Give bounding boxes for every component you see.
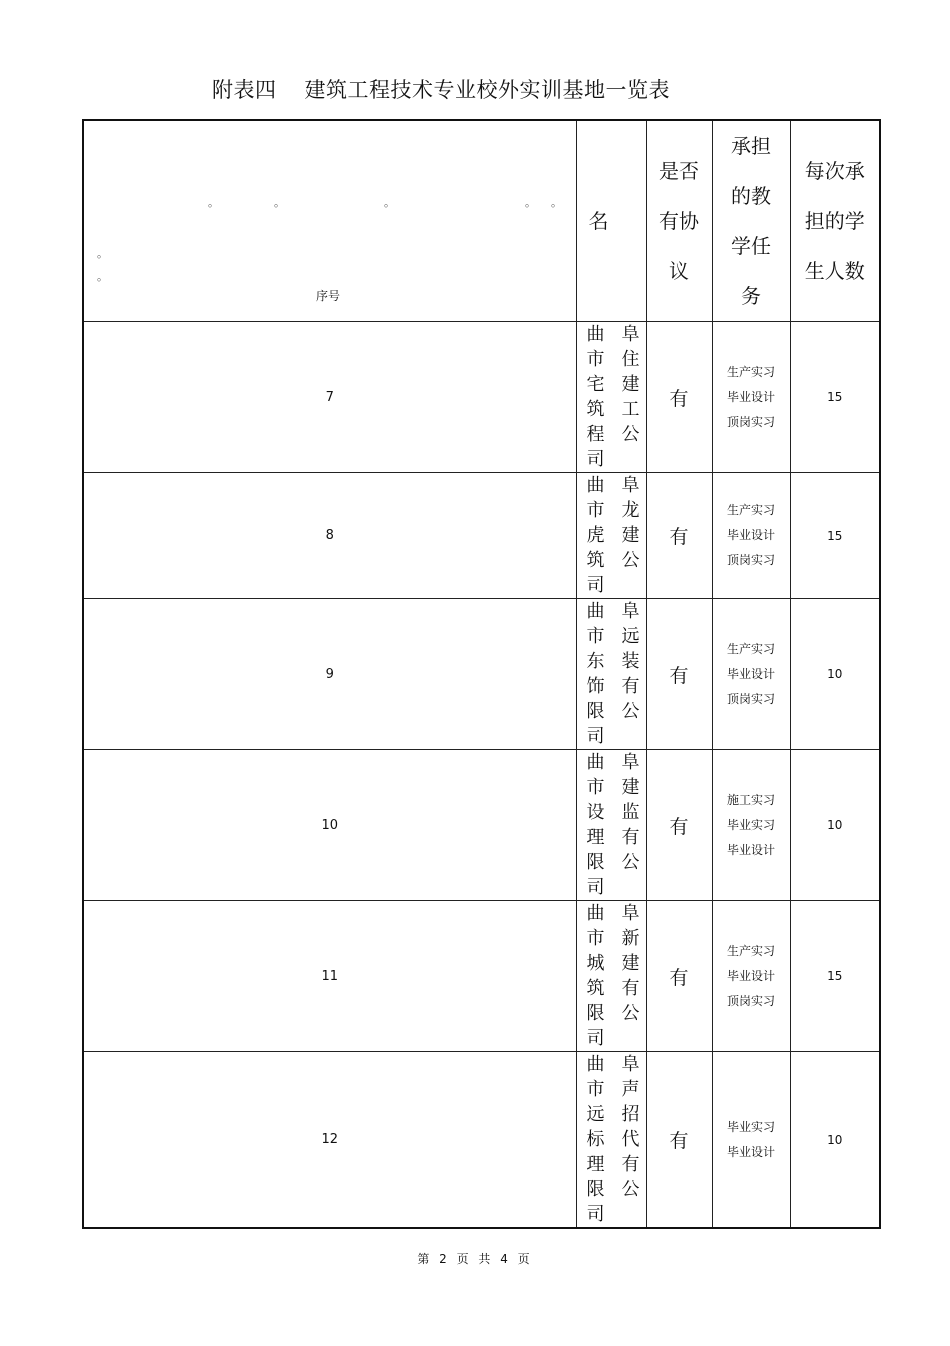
title-main: 建筑工程技术专业校外实训基地一览表 bbox=[304, 78, 670, 102]
name-char: 曲 bbox=[586, 475, 605, 496]
company-name bbox=[587, 473, 640, 598]
task-item: 顶岗实习 bbox=[726, 414, 775, 429]
header-name: 名 bbox=[576, 120, 646, 322]
header-mark: 。 bbox=[97, 247, 108, 260]
training-base-table bbox=[82, 119, 881, 1229]
name-char: 限 bbox=[586, 1003, 605, 1024]
task-item: 毕业设计 bbox=[726, 389, 775, 404]
task-item: 毕业设计 bbox=[726, 1144, 775, 1159]
name-char: 市 bbox=[586, 626, 605, 647]
name-char: 公 bbox=[621, 550, 640, 571]
name-char: 市 bbox=[586, 928, 605, 949]
name-char: 公 bbox=[621, 424, 640, 445]
name-char: 阜 bbox=[621, 1054, 640, 1075]
title-prefix: 附表四 bbox=[212, 78, 277, 102]
student-count-cell: 15 bbox=[790, 473, 880, 599]
name-char: 有 bbox=[621, 1154, 640, 1175]
student-count-cell: 10 bbox=[790, 599, 880, 750]
name-char: 市 bbox=[586, 500, 605, 521]
name-char: 虎 bbox=[586, 525, 605, 546]
name-char: 筑 bbox=[586, 399, 605, 420]
header-seq bbox=[83, 120, 576, 322]
name-char: 筑 bbox=[586, 978, 605, 999]
name-char: 建 bbox=[621, 953, 640, 974]
header-tasks: 承担 的教 学任 务 bbox=[712, 120, 790, 322]
tasks-cell bbox=[712, 750, 790, 901]
table-row bbox=[83, 322, 880, 473]
student-count-cell: 10 bbox=[790, 750, 880, 901]
name-char: 公 bbox=[621, 1003, 640, 1024]
name-char: 阜 bbox=[621, 475, 640, 496]
agreement-cell: 有 bbox=[646, 1052, 712, 1229]
task-item: 顶岗实习 bbox=[726, 553, 775, 567]
name-char: 曲 bbox=[586, 324, 605, 345]
name-cell bbox=[576, 322, 646, 473]
name-char: 设 bbox=[586, 802, 605, 823]
name-char: 公 bbox=[621, 1179, 640, 1200]
name-char: 曲 bbox=[586, 601, 605, 622]
name-char: 司 bbox=[586, 877, 605, 898]
name-char: 声 bbox=[621, 1079, 640, 1100]
name-char: 司 bbox=[586, 1204, 605, 1225]
name-char: 招 bbox=[621, 1104, 640, 1125]
task-item: 顶岗实习 bbox=[726, 993, 775, 1008]
name-char: 曲 bbox=[586, 752, 605, 773]
company-name bbox=[587, 322, 640, 472]
name-char: 市 bbox=[586, 1079, 605, 1100]
agreement-cell: 有 bbox=[646, 473, 712, 599]
task-item: 毕业设计 bbox=[726, 842, 775, 857]
name-char: 理 bbox=[586, 1154, 605, 1175]
task-item: 毕业实习 bbox=[726, 817, 775, 832]
seq-cell: 8 bbox=[83, 473, 576, 599]
name-char: 东 bbox=[586, 651, 605, 672]
name-cell bbox=[576, 473, 646, 599]
tasks-cell bbox=[712, 473, 790, 599]
name-char: 公 bbox=[621, 701, 640, 722]
agreement-cell: 有 bbox=[646, 901, 712, 1052]
task-item: 毕业实习 bbox=[726, 1119, 775, 1134]
header-agreement: 是否 有协 议 bbox=[646, 120, 712, 322]
table-row bbox=[83, 473, 880, 599]
name-char: 阜 bbox=[621, 903, 640, 924]
agreement-cell: 有 bbox=[646, 750, 712, 901]
tasks-cell bbox=[712, 599, 790, 750]
task-item: 生产实习 bbox=[726, 943, 775, 958]
name-cell bbox=[576, 599, 646, 750]
name-char: 市 bbox=[586, 349, 605, 370]
task-item: 生产实习 bbox=[726, 641, 775, 656]
seq-cell: 7 bbox=[83, 322, 576, 473]
task-item: 生产实习 bbox=[726, 503, 775, 517]
name-char: 龙 bbox=[621, 500, 640, 521]
name-char: 建 bbox=[621, 525, 640, 546]
name-char: 饰 bbox=[586, 676, 605, 697]
name-char: 代 bbox=[621, 1129, 640, 1150]
name-char: 新 bbox=[621, 928, 640, 949]
seq-cell: 10 bbox=[83, 750, 576, 901]
header-mark: 。 bbox=[97, 270, 108, 283]
name-char: 监 bbox=[621, 802, 640, 823]
student-count-cell: 15 bbox=[790, 322, 880, 473]
task-item: 毕业设计 bbox=[726, 528, 775, 542]
header-row bbox=[83, 120, 880, 322]
company-name bbox=[587, 901, 640, 1051]
name-char: 建 bbox=[621, 374, 640, 395]
agreement-cell: 有 bbox=[646, 599, 712, 750]
company-name bbox=[587, 750, 640, 900]
name-char: 司 bbox=[586, 575, 605, 596]
name-char: 工 bbox=[621, 399, 640, 420]
name-char: 阜 bbox=[621, 752, 640, 773]
name-char: 装 bbox=[621, 651, 640, 672]
header-students: 每次承 担的学 生人数 bbox=[790, 120, 880, 322]
name-char: 理 bbox=[586, 827, 605, 848]
header-seq-label: 序号 bbox=[316, 289, 341, 303]
name-char: 建 bbox=[621, 777, 640, 798]
name-char: 远 bbox=[621, 626, 640, 647]
seq-cell: 9 bbox=[83, 599, 576, 750]
name-char: 曲 bbox=[586, 903, 605, 924]
name-char: 城 bbox=[586, 953, 605, 974]
task-item: 生产实习 bbox=[726, 364, 775, 379]
name-char: 远 bbox=[586, 1104, 605, 1125]
name-char: 限 bbox=[586, 852, 605, 873]
table-row bbox=[83, 1052, 880, 1229]
name-cell bbox=[576, 1052, 646, 1229]
seq-cell: 12 bbox=[83, 1052, 576, 1229]
name-cell bbox=[576, 901, 646, 1052]
company-name bbox=[587, 1052, 640, 1227]
name-char: 司 bbox=[586, 726, 605, 747]
name-char: 有 bbox=[621, 978, 640, 999]
page-title bbox=[212, 74, 670, 104]
tasks-cell bbox=[712, 322, 790, 473]
name-cell bbox=[576, 750, 646, 901]
task-item: 施工实习 bbox=[726, 792, 775, 807]
name-char: 市 bbox=[586, 777, 605, 798]
name-char: 阜 bbox=[621, 601, 640, 622]
name-char: 标 bbox=[586, 1129, 605, 1150]
name-char: 限 bbox=[586, 1179, 605, 1200]
header-mark: 。 bbox=[384, 196, 395, 209]
name-char: 住 bbox=[621, 349, 640, 370]
name-char: 曲 bbox=[586, 1054, 605, 1075]
company-name bbox=[587, 599, 640, 749]
name-char: 阜 bbox=[621, 324, 640, 345]
header-mark: 。 bbox=[274, 196, 285, 209]
name-char: 宅 bbox=[586, 374, 605, 395]
tasks-cell bbox=[712, 901, 790, 1052]
agreement-cell: 有 bbox=[646, 322, 712, 473]
tasks-cell bbox=[712, 1052, 790, 1229]
name-char: 司 bbox=[586, 1028, 605, 1049]
name-char: 有 bbox=[621, 827, 640, 848]
table-row bbox=[83, 901, 880, 1052]
table-row bbox=[83, 750, 880, 901]
table-row bbox=[83, 599, 880, 750]
task-item: 顶岗实习 bbox=[726, 691, 775, 706]
name-char: 程 bbox=[586, 424, 605, 445]
student-count-cell: 15 bbox=[790, 901, 880, 1052]
page-footer: 第 2 页 共 4 页 bbox=[417, 1252, 533, 1266]
task-item: 毕业设计 bbox=[726, 666, 775, 681]
task-item: 毕业设计 bbox=[726, 968, 775, 983]
name-char: 有 bbox=[621, 676, 640, 697]
header-mark: 。 bbox=[208, 196, 219, 209]
header-mark: 。 bbox=[551, 196, 562, 209]
name-char: 限 bbox=[586, 701, 605, 722]
header-mark: 。 bbox=[525, 196, 536, 209]
name-char: 司 bbox=[586, 449, 605, 470]
name-char: 筑 bbox=[586, 550, 605, 571]
name-char: 公 bbox=[621, 852, 640, 873]
seq-cell: 11 bbox=[83, 901, 576, 1052]
student-count-cell: 10 bbox=[790, 1052, 880, 1229]
